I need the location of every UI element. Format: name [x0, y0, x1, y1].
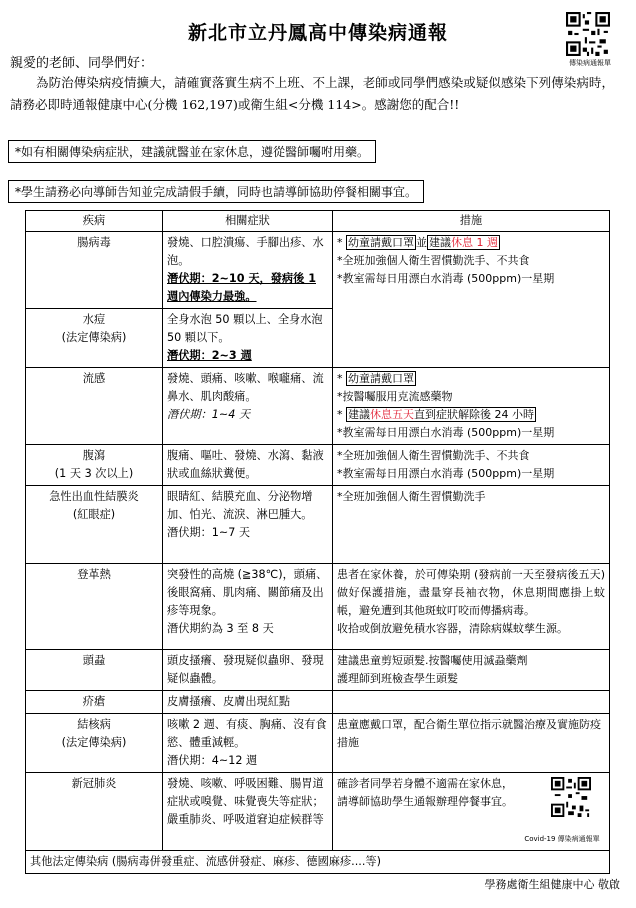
- disease-name: 登革熱: [26, 564, 163, 650]
- table-row: [26, 486, 610, 564]
- measures-cell: 患童應戴口罩，配合衛生單位指示就醫治療及實施防疫措施: [333, 714, 610, 773]
- symptoms-cell: 頭皮搔癢、發現疑似蟲卵、發現疑似蟲體。: [163, 650, 333, 691]
- table-row: [26, 714, 610, 773]
- measures-cell: * 幼童請戴口罩 *按醫囑服用克流感藥物 * 建議休息五天直到症狀解除後 24 小時 *教室需每日用漂白水消毒 (500ppm)一星期: [333, 368, 610, 445]
- symptoms-cell: 皮膚搔癢、皮膚出現紅點: [163, 691, 333, 714]
- header-symptoms: 相關症狀: [163, 211, 333, 232]
- symptoms-cell: 發燒、頭痛、咳嗽、喉嚨痛、流鼻水、肌肉酸痛。 潛伏期：1~4 天: [163, 368, 333, 445]
- qr-label: 傳染病通報單: [569, 59, 611, 67]
- disease-table: [25, 210, 610, 874]
- table-row: [26, 650, 610, 691]
- qr-label: Covid-19 傳染病通報單: [524, 835, 600, 843]
- signature: 學務處衛生組健康中心 敬啟: [484, 878, 620, 891]
- disease-name: 頭蝨: [26, 650, 163, 691]
- table-row: [26, 232, 610, 309]
- symptoms-cell: 發燒、咳嗽、呼吸困難、腸胃道症狀或嗅覺、味覺喪失等症狀；嚴重肺炎、呼吸道窘迫症候群等: [163, 773, 333, 851]
- table-header-row: [26, 211, 610, 232]
- measures-cell: [333, 691, 610, 714]
- symptoms-cell: 眼睛紅、結膜充血、分泌物增加、怕光、流淚、淋巴腫大。 潛伏期：1~7 天: [163, 486, 333, 564]
- notice-leave: *學生請務必向導師告知並完成請假手續，同時也請導師協助停餐相關事宜。: [8, 180, 424, 203]
- disease-name: 腹瀉 (1 天 3 次以上): [26, 445, 163, 486]
- intro-paragraph: 為防治傳染病疫情擴大，請確實落實生病不上班、不上課，老師或同學們感染或疑似感染下列傳染病時，請務必即時通報健康中心(分機 162,197)或衛生組<分機 114>。感謝您的配合!!: [10, 75, 614, 112]
- table-row: [26, 691, 610, 714]
- table-row: [26, 773, 610, 851]
- table-row: [26, 851, 610, 874]
- header-disease: 疾病: [26, 211, 163, 232]
- disease-name: 腸病毒: [26, 232, 163, 309]
- measures-cell: 患者在家休養，於可傳染期 (發病前一天至發病後五天) 做好保護措施，盡量穿長袖衣物，休息期間應掛上蚊帳，避免遭到其他斑蚊叮咬而傳播病毒。 收拾或倒放避免積水容器，清除病媒蚊孳生源。: [333, 564, 610, 650]
- symptoms-cell: 全身水泡 50 顆以上、全身水泡 50 顆以下。 潛伏期：2~3 週: [163, 309, 333, 368]
- disease-name: 新冠肺炎: [26, 773, 163, 851]
- symptoms-cell: 發燒、口腔潰瘍、手腳出疹、水泡。 潛伏期：2~10 天，發病後 1 週內傳染力最強。: [163, 232, 333, 309]
- qr-code-icon[interactable]: [566, 12, 610, 56]
- symptoms-cell: 突發性的高燒 (≧38℃)，頭痛、後眼窩痛、肌肉痛、關節痛及出疹等現象。 潛伏期約為 3 至 8 天: [163, 564, 333, 650]
- measures-cell: *全班加強個人衛生習慣勤洗手、不共食 *教室需每日用漂白水消毒 (500ppm)一星期: [333, 445, 610, 486]
- other-diseases-row: 其他法定傳染病 (腸病毒併發重症、流感併發症、麻疹、德國麻疹....等): [26, 851, 610, 874]
- notice-doctor: *如有相關傳染病症狀，建議就醫並在家休息，遵從醫師囑咐用藥。: [8, 140, 376, 163]
- disease-name: 水痘 (法定傳染病): [26, 309, 163, 368]
- disease-name: 流感: [26, 368, 163, 445]
- measures-cell: 建議患童剪短頭髮.按醫囑使用滅蝨藥劑 護理師到班檢查學生頭髮: [333, 650, 610, 691]
- table-row: [26, 564, 610, 650]
- measures-cell: *全班加強個人衛生習慣勤洗手: [333, 486, 610, 564]
- disease-name: 急性出血性結膜炎 (紅眼症): [26, 486, 163, 564]
- header-measures: 措施: [333, 211, 610, 232]
- measures-cell: * 幼童請戴口罩 並 建議休息 1 週 *全班加強個人衛生習慣勤洗手、不共食 *教室需每日用漂白水消毒 (500ppm)一星期: [333, 232, 610, 368]
- qr-code-icon[interactable]: [551, 777, 591, 817]
- symptoms-cell: 腹痛、嘔吐、發燒、水瀉、黏液狀或血絲狀糞便。: [163, 445, 333, 486]
- table-row: [26, 368, 610, 445]
- disease-name: 結核病 (法定傳染病): [26, 714, 163, 773]
- disease-name: 疥瘡: [26, 691, 163, 714]
- table-row: [26, 445, 610, 486]
- measures-cell: 確診者同學若身體不適需在家休息， 請導師協助學生通報辦理停餐事宜。 Covid-19 傳染病通報單: [333, 773, 610, 851]
- page-title: 新北市立丹鳳高中傳染病通報: [187, 22, 448, 44]
- symptoms-cell: 咳嗽 2 週、有痰、胸痛、沒有食慾、體重減輕。 潛伏期：4~12 週: [163, 714, 333, 773]
- greeting: 親愛的老師、同學們好：: [10, 56, 154, 71]
